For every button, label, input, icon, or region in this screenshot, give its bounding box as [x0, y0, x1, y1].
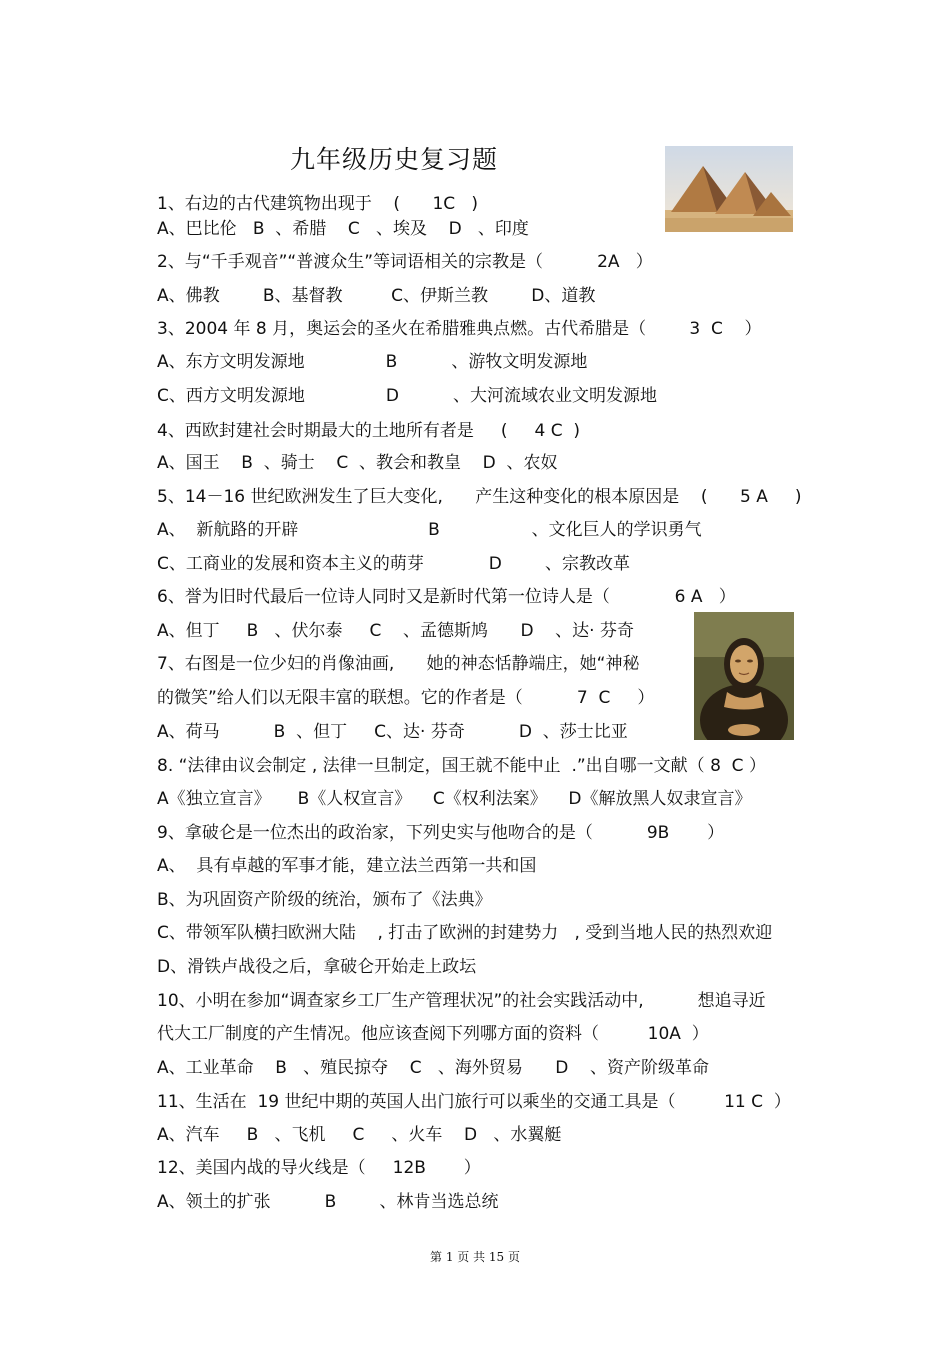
- question-11: 11、生活在 19 世纪中期的英国人出门旅行可以乘坐的交通工具是（ 11 C ）: [157, 1092, 791, 1112]
- question-1: 1、右边的古代建筑物出现于 ( 1C ): [157, 194, 479, 214]
- question-4-options: A、国王 B 、骑士 C 、教会和教皇 D 、农奴: [157, 453, 558, 473]
- question-5-options-a: A、 新航路的开辟 B 、文化巨人的学识勇气: [157, 520, 702, 540]
- question-9-option-d: D、滑铁卢战役之后，拿破仑开始走上政坛: [157, 957, 477, 977]
- question-8-options: A《独立宣言》 B《人权宣言》 C《权利法案》 D《解放黑人奴隶宣言》: [157, 789, 752, 809]
- question-5: 5、14－16 世纪欧洲发生了巨大变化, 产生这种变化的根本原因是 ( 5 A ): [157, 487, 802, 507]
- question-10-continued: 代大工厂制度的产生情况。他应该查阅下列哪方面的资料（ 10A ）: [157, 1024, 709, 1044]
- question-7: 7、右图是一位少妇的肖像油画, 她的神态恬静端庄，她“神秘: [157, 654, 640, 674]
- question-12: 12、美国内战的导火线是（ 12B ）: [157, 1158, 481, 1178]
- question-2: 2、与“千手观音”“普渡众生”等词语相关的宗教是（ 2A ）: [157, 252, 653, 272]
- question-7-continued: 的微笑”给人们以无限丰富的联想。它的作者是（ 7 C ）: [157, 688, 655, 708]
- pyramids-image: [665, 146, 793, 232]
- question-9-option-c: C、带领军队横扫欧洲大陆 , 打击了欧洲的封建势力 , 受到当地人民的热烈欢迎: [157, 923, 773, 943]
- page-footer: 第 1 页 共 15 页: [430, 1250, 520, 1264]
- question-10: 10、小明在参加“调查家乡工厂生产管理状况”的社会实践活动中, 想追寻近: [157, 991, 766, 1011]
- question-1-options: A、巴比伦 B 、希腊 C 、埃及 D 、印度: [157, 219, 529, 239]
- question-8: 8. “法律由议会制定 , 法律一旦制定，国王就不能中止 .”出自哪一文献（ 8 C ）: [157, 756, 766, 776]
- question-9: 9、拿破仑是一位杰出的政治家，下列史实与他吻合的是（ 9B ）: [157, 823, 725, 843]
- question-9-option-b: B、为巩固资产阶级的统治，颁布了《法典》: [157, 890, 492, 910]
- question-9-option-a: A、 具有卓越的军事才能，建立法兰西第一共和国: [157, 856, 537, 876]
- question-6: 6、誉为旧时代最后一位诗人同时又是新时代第一位诗人是（ 6 A ）: [157, 587, 736, 607]
- question-3-options-c: C、西方文明发源地 D 、大河流域农业文明发源地: [157, 386, 658, 406]
- question-5-options-c: C、工商业的发展和资本主义的萌芽 D 、宗教改革: [157, 554, 631, 574]
- question-3: 3、2004 年 8 月，奥运会的圣火在希腊雅典点燃。古代希腊是（ 3 C ）: [157, 319, 762, 339]
- question-7-options: A、荷马 B 、但丁 C、达· 芬奇 D 、莎士比亚: [157, 722, 628, 742]
- question-3-options-a: A、东方文明发源地 B 、游牧文明发源地: [157, 352, 588, 372]
- question-10-options: A、工业革命 B 、殖民掠夺 C 、海外贸易 D 、资产阶级革命: [157, 1058, 709, 1078]
- mona-lisa-image: [694, 612, 794, 740]
- question-12-options: A、领土的扩张 B 、林肯当选总统: [157, 1192, 499, 1212]
- question-11-options: A、汽车 B 、飞机 C 、火车 D 、水翼艇: [157, 1125, 562, 1145]
- question-2-options: A、佛教 B、基督教 C、伊斯兰教 D、道教: [157, 286, 596, 306]
- page-title: 九年级历史复习题: [290, 145, 499, 174]
- question-4: 4、西欧封建社会时期最大的土地所有者是 ( 4 C ): [157, 421, 581, 441]
- question-6-options: A、但丁 B 、伏尔泰 C 、孟德斯鸠 D 、达· 芬奇: [157, 621, 634, 641]
